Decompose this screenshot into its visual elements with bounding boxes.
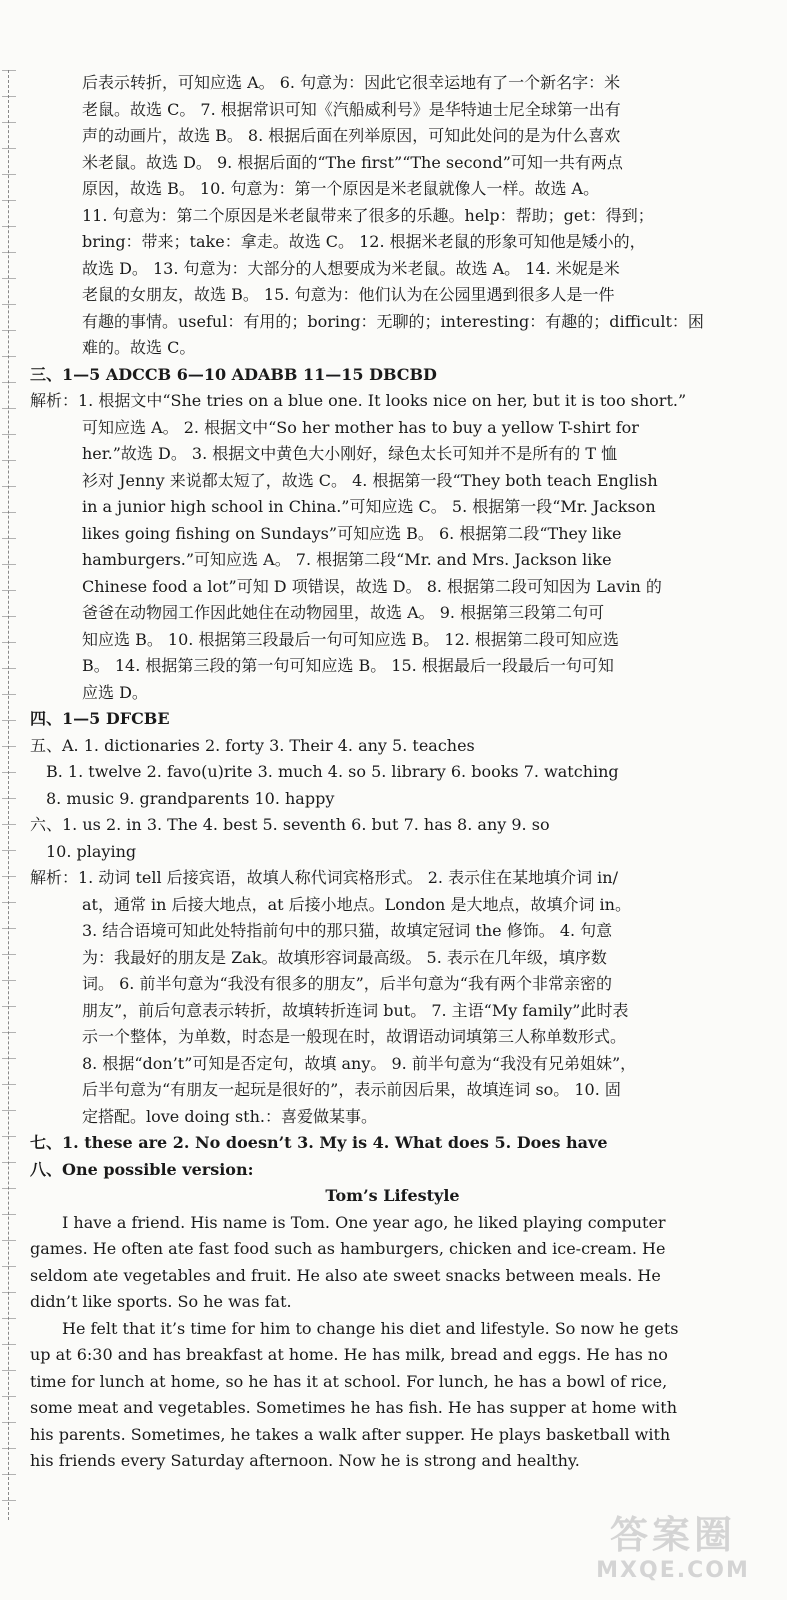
essay-line: I have a friend. His name is Tom. One year ago, he liked playing computer [62, 1212, 666, 1232]
text-line: Chinese food a lot”可知 D 项错误，故选 D。 8. 根据第二段可知因为 Lavin 的 [82, 576, 662, 596]
text-line: 8. music 9. grandparents 10. happy [46, 788, 335, 808]
essay-line: up at 6:30 and has breakfast at home. He has milk, bread and eggs. He has no [30, 1345, 668, 1364]
text-line: hamburgers.”可知应选 A。 7. 根据第二段“Mr. and Mrs. Jackson like [82, 550, 612, 569]
text-line: 示一个整体，为单数，时态是一般现在时，故谓语动词填第三人称单数形式。 [82, 1027, 627, 1046]
essay-line: his parents. Sometimes, he takes a walk after supper. He plays basketball with [30, 1424, 671, 1444]
text-line: 解析：1. 根据文中“She tries on a blue one. It looks nice on her, but it is too short.” [30, 391, 687, 410]
text-line: 可知应选 A。 2. 根据文中“So her mother has to buy a yellow T-shirt for [82, 417, 639, 437]
text-line: 五、A. 1. dictionaries 2. forty 3. Their 4. any 5. teaches [30, 735, 475, 755]
text-line: 8. 根据“don’t”可知是否定句，故填 any。 9. 前半句意为“我没有兄弟姐妹”， [82, 1053, 637, 1073]
text-line: B。 14. 根据第三段的第一句可知应选 B。 15. 根据最后一段最后一句可知 [82, 656, 614, 675]
essay-title: Tom’s Lifestyle [325, 1186, 460, 1205]
text-line: bring：带来；take：拿走。故选 C。 12. 根据米老鼠的形象可知他是矮小的， [82, 232, 646, 251]
watermark-logo [573, 1512, 773, 1592]
text-line: 后半句意为“有朋友一起玩是很好的”，表示前因后果，故填连词 so。 10. 固 [82, 1080, 621, 1099]
section-heading: 七、1. these are 2. No doesn’t 3. My is 4. What does 5. Does have [30, 1133, 608, 1152]
text-line: 衫对 Jenny 来说都太短了，故选 C。 4. 根据第一段“They both teach English [82, 470, 658, 490]
text-line: her.”故选 D。 3. 根据文中黄色大小刚好，绿色太长可知并不是所有的 T 恤 [82, 444, 618, 463]
essay-line: some meat and vegetables. Sometimes he has fish. He has supper at home with [30, 1398, 678, 1417]
text-line: 为：我最好的朋友是 Zak。故填形容词最高级。 5. 表示在几年级，填序数 [82, 947, 607, 967]
essay-line: didn’t like sports. So he was fat. [30, 1292, 292, 1311]
text-line: 有趣的事情。useful：有用的；boring：无聊的；interesting：有趣的；difficult：困 [82, 311, 704, 331]
text-line: 后表示转折，可知应选 A。 6. 句意为：因此它很幸运地有了一个新名字：米 [82, 73, 621, 92]
essay-line: He felt that it’s time for him to change his diet and lifestyle. So now he gets [62, 1318, 679, 1338]
section-heading: 三、1—5 ADCCB 6—10 ADABB 11—15 DBCBD [30, 364, 437, 384]
essay-line: time for lunch at home, so he has it at school. For lunch, he has a bowl of rice, [30, 1371, 668, 1391]
text-line: 11. 句意为：第二个原因是米老鼠带来了很多的乐趣。help：帮助；get：得到； [82, 205, 654, 225]
text-line: 故选 D。 13. 句意为：大部分的人想要成为米老鼠。故选 A。 14. 米妮是米 [82, 258, 620, 278]
section-heading: 四、1—5 DFCBE [30, 709, 170, 728]
text-line: 原因，故选 B。 10. 句意为：第一个原因是米老鼠就像人一样。故选 A。 [82, 179, 600, 198]
text-line: likes going fishing on Sundays”可知应选 B。 6. 根据第二段“They like [82, 523, 622, 543]
text-line: 老鼠。故选 C。 7. 根据常识可知《汽船威利号》是华特迪士尼全球第一出有 [82, 99, 621, 119]
text-line: 老鼠的女朋友，故选 B。 15. 句意为：他们认为在公园里遇到很多人是一件 [82, 285, 615, 304]
answer-page [30, 70, 755, 1475]
text-line: 米老鼠。故选 D。 9. 根据后面的“The first”“The second”可知一共有两点 [82, 152, 623, 172]
text-line: 应选 D。 [82, 682, 148, 702]
essay-line: his friends every Saturday afternoon. Now he is strong and healthy. [30, 1451, 580, 1470]
text-line: 3. 结合语境可知此处特指前句中的那只猫，故填定冠词 the 修饰。 4. 句意 [82, 921, 613, 940]
text-line: 定搭配。love doing sth.：喜爱做某事。 [82, 1106, 378, 1126]
text-line: 解析：1. 动词 tell 后接宾语，故填人称代词宾格形式。 2. 表示住在某地填介词 in/ [30, 868, 618, 887]
watermark-top: 答案圈 [609, 1513, 736, 1557]
essay-line: seldom ate vegetables and fruit. He also ate sweet snacks between meals. He [30, 1265, 661, 1285]
text-line: in a junior high school in China.”可知应选 C。 5. 根据第一段“Mr. Jackson [82, 497, 656, 516]
text-line: 朋友”，前后句意表示转折，故填转折连词 but。 7. 主语“My family”此时表 [82, 1000, 629, 1020]
text-line: 爸爸在动物园工作因此她住在动物园里，故选 A。 9. 根据第三段第二句可 [82, 603, 605, 622]
text-line: B. 1. twelve 2. favo(u)rite 3. much 4. so 5. library 6. books 7. watching [46, 762, 619, 781]
text-line: 六、1. us 2. in 3. The 4. best 5. seventh 6. but 7. has 8. any 9. so [30, 815, 550, 834]
section-heading: 八、One possible version: [30, 1159, 254, 1179]
essay-line: games. He often ate fast food such as hamburgers, chicken and ice-cream. He [30, 1239, 666, 1258]
text-line: 10. playing [46, 841, 137, 861]
binding-ticks [2, 70, 16, 1520]
text-line: 知应选 B。 10. 根据第三段最后一句可知应选 B。 12. 根据第二段可知应选 [82, 629, 619, 649]
text-line: at，通常 in 后接大地点，at 后接小地点。London 是大地点，故填介词 in。 [82, 894, 631, 914]
watermark-bottom: MXQE.COM [596, 1558, 750, 1583]
text-line: 词。 6. 前半句意为“我没有很多的朋友”，后半句意为“我有两个非常亲密的 [82, 974, 612, 993]
text-line: 声的动画片，故选 B。 8. 根据后面在列举原因，可知此处问的是为什么喜欢 [82, 126, 621, 145]
text-line: 难的。故选 C。 [82, 338, 196, 357]
